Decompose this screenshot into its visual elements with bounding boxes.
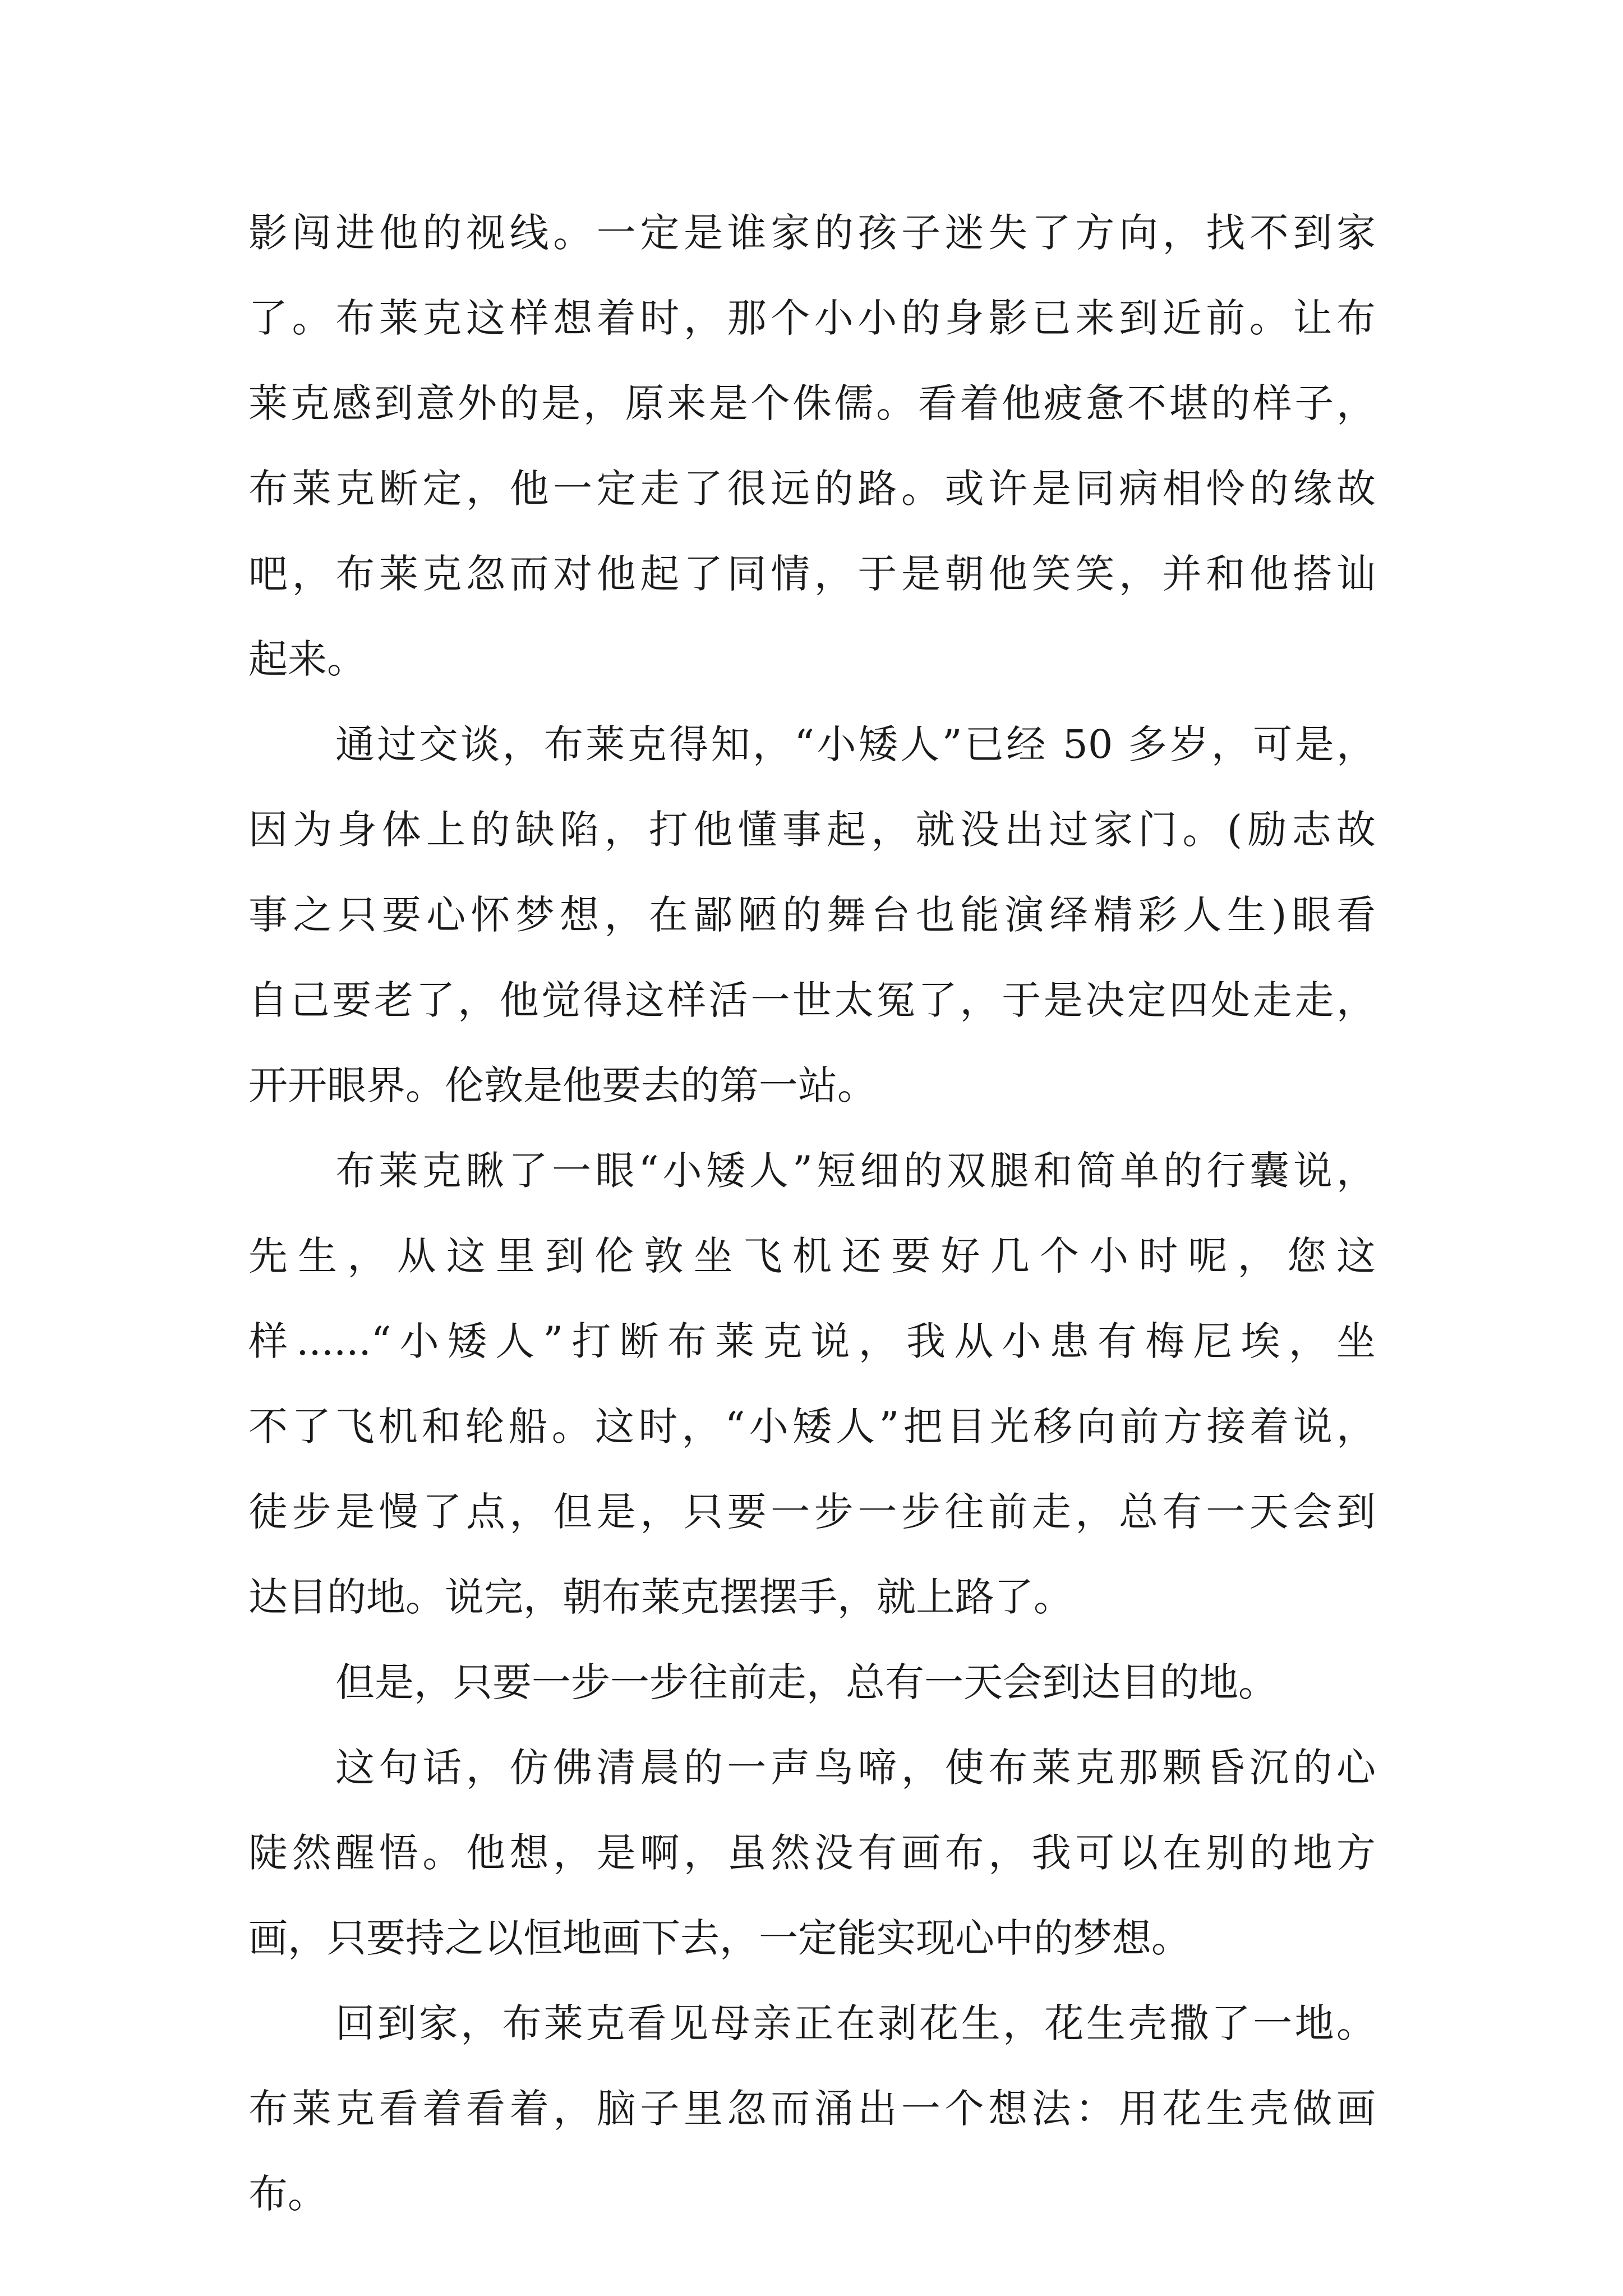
text-line: 这句话，仿佛清晨的一声鸟啼，使布莱克那颗昏沉的心 [335,1745,1376,1791]
text-line: 回到家，布莱克看见母亲正在剥花生，花生壳撒了一地。 [335,2000,1376,2046]
text-line: 莱克感到意外的是，原来是个侏儒。看着他疲惫不堪的样子， [248,380,1376,426]
text-line: 样......“小矮人”打断布莱克说，我从小患有梅尼埃，坐 [248,1318,1376,1364]
text-line: 影闯进他的视线。一定是谁家的孩子迷失了方向，找不到家 [248,210,1376,256]
text-line: 布莱克看着看着，脑子里忽而涌出一个想法：用花生壳做画 [248,2086,1376,2132]
text-line: 起来。 [248,636,366,682]
text-line: 布莱克瞅了一眼“小矮人”短细的双腿和简单的行囊说， [335,1148,1376,1194]
text-line: 布莱克断定，他一定走了很远的路。或许是同病相怜的缘故 [248,466,1376,512]
text-line: 自己要老了，他觉得这样活一世太冤了，于是决定四处走走， [248,977,1376,1023]
text-line: 事之只要心怀梦想，在鄙陋的舞台也能演绎精彩人生)眼看 [248,892,1376,938]
text-line: 吧，布莱克忽而对他起了同情，于是朝他笑笑，并和他搭讪 [248,551,1376,597]
text-line: 达目的地。说完，朝布莱克摆摆手，就上路了。 [248,1574,1073,1620]
text-line: 先生，从这里到伦敦坐飞机还要好几个小时呢，您这 [248,1233,1376,1279]
text-line: 了。布莱克这样想着时，那个小小的身影已来到近前。让布 [248,295,1376,341]
text-line: 但是，只要一步一步往前走，总有一天会到达目的地。 [335,1659,1278,1705]
text-line: 不了飞机和轮船。这时，“小矮人”把目光移向前方接着说， [248,1404,1376,1450]
text-line: 开开眼界。伦敦是他要去的第一站。 [248,1062,877,1108]
text-line: 因为身体上的缺陷，打他懂事起，就没出过家门。(励志故 [248,807,1376,853]
text-line: 陡然醒悟。他想，是啊，虽然没有画布，我可以在别的地方 [248,1830,1376,1876]
text-line: 徒步是慢了点，但是，只要一步一步往前走，总有一天会到 [248,1489,1376,1535]
text-line: 布。 [248,2171,327,2217]
text-line: 通过交谈，布莱克得知，“小矮人”已经 50 多岁，可是， [335,721,1376,767]
text-line: 画，只要持之以恒地画下去，一定能实现心中的梦想。 [248,1915,1191,1961]
